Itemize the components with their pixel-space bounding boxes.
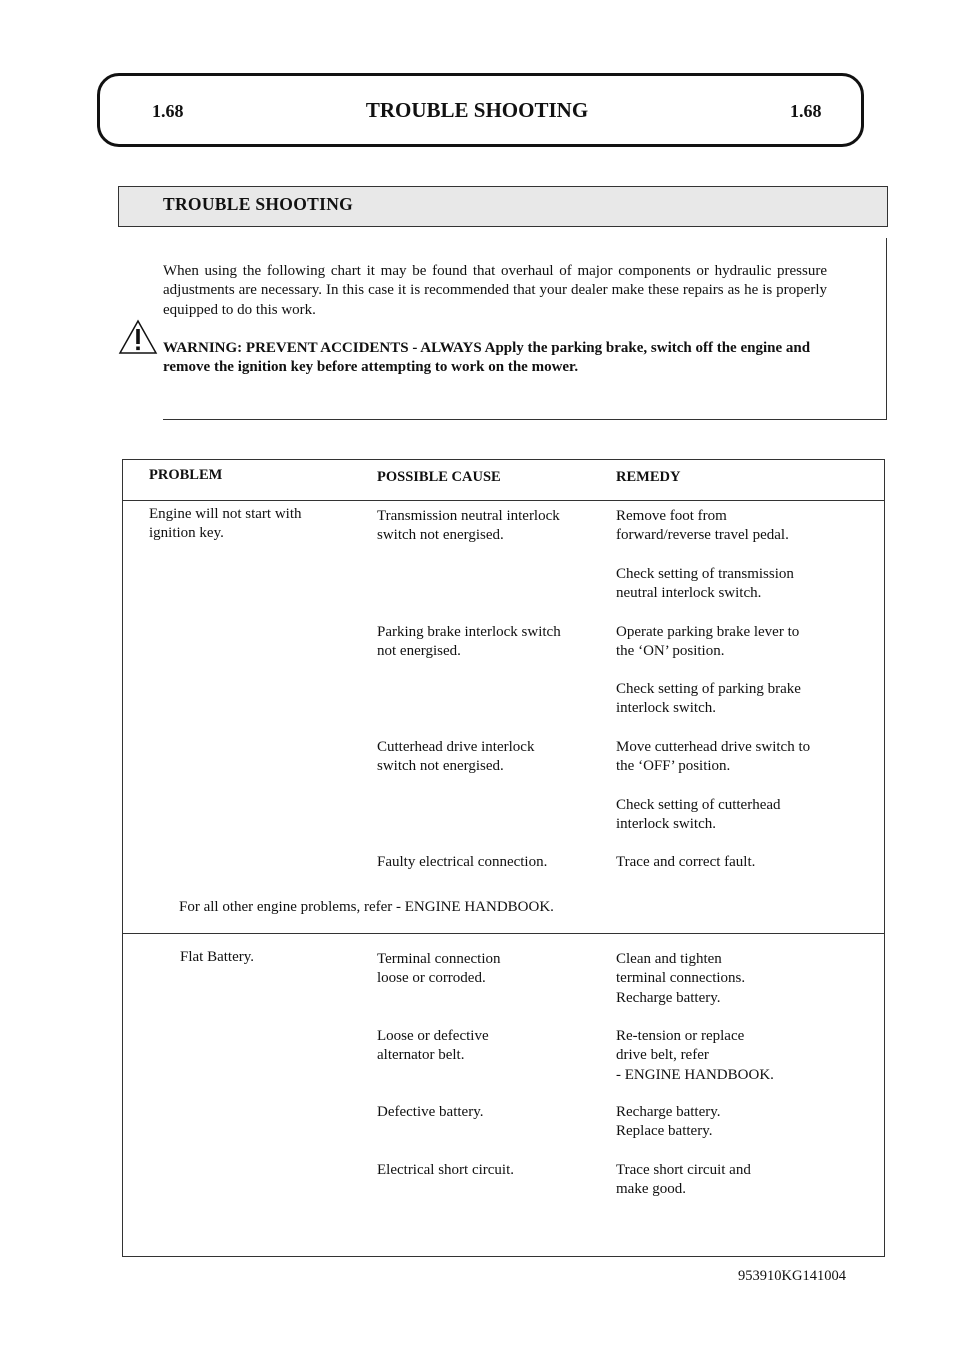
page-title: TROUBLE SHOOTING [365, 98, 589, 122]
cause-item: Faulty electrical connection. [377, 854, 548, 870]
cause-item: Loose or defective alternator belt. [377, 1028, 489, 1064]
cause-item: Transmission neutral interlock switch not energised. [377, 508, 560, 544]
engine-handbook-note: For all other engine problems, refer - ENGINE HANDBOOK. [179, 899, 554, 915]
problem-flat-battery: Flat Battery. [180, 949, 255, 965]
remedy-item: Remove foot from forward/reverse travel pedal. [616, 508, 789, 544]
remedy-item: Move cutterhead drive switch to the ‘OFF’ position. [616, 739, 811, 775]
section-title: TROUBLE SHOOTING [163, 194, 354, 214]
table-group-divider [122, 933, 885, 934]
column-header-problem: PROBLEM [149, 467, 223, 483]
remedy-item: Check setting of cutterhead interlock switch. [616, 797, 781, 833]
warning-triangle-icon [118, 319, 158, 355]
cause-item: Parking brake interlock switch not energised. [377, 624, 561, 660]
cause-item: Cutterhead drive interlock switch not energised. [377, 739, 535, 775]
table-header-divider [122, 500, 885, 501]
column-header-cause: POSSIBLE CAUSE [377, 469, 501, 485]
remedy-item: Trace and correct fault. [616, 854, 756, 870]
remedy-item: Trace short circuit and make good. [616, 1162, 751, 1198]
warning-text: WARNING: PREVENT ACCIDENTS - ALWAYS Apply the parking brake, switch off the engine and remove the ignition key before attempting to work on the mower. [163, 340, 811, 376]
cause-item: Electrical short circuit. [377, 1162, 515, 1178]
document-code: 953910KG141004 [738, 1268, 846, 1284]
intro-bottom-rule [163, 419, 887, 420]
remedy-item: Check setting of parking brake interlock switch. [616, 681, 801, 717]
remedy-item: Re-tension or replace drive belt, refer - ENGINE HANDBOOK. [616, 1028, 774, 1083]
intro-right-rule [886, 238, 887, 420]
problem-engine-no-start: Engine will not start with ignition key. [149, 506, 302, 542]
page-number-right: 1.68 [790, 101, 822, 121]
remedy-item: Check setting of transmission neutral interlock switch. [616, 566, 794, 602]
cause-item: Terminal connection loose or corroded. [377, 951, 501, 987]
intro-paragraph: When using the following chart it may be found that overhaul of major components or hydraulic pressure adjustments are necessary. In this case it is recommended that your dealer make these repairs as he is properly equipped to do this work. [163, 263, 827, 318]
remedy-item: Operate parking brake lever to the ‘ON’ position. [616, 624, 800, 660]
remedy-item: Clean and tighten terminal connections. Recharge battery. [616, 951, 746, 1006]
cause-item: Defective battery. [377, 1104, 484, 1120]
column-header-remedy: REMEDY [616, 469, 681, 485]
remedy-item: Recharge battery. Replace battery. [616, 1104, 721, 1140]
page-number-left: 1.68 [152, 101, 184, 121]
